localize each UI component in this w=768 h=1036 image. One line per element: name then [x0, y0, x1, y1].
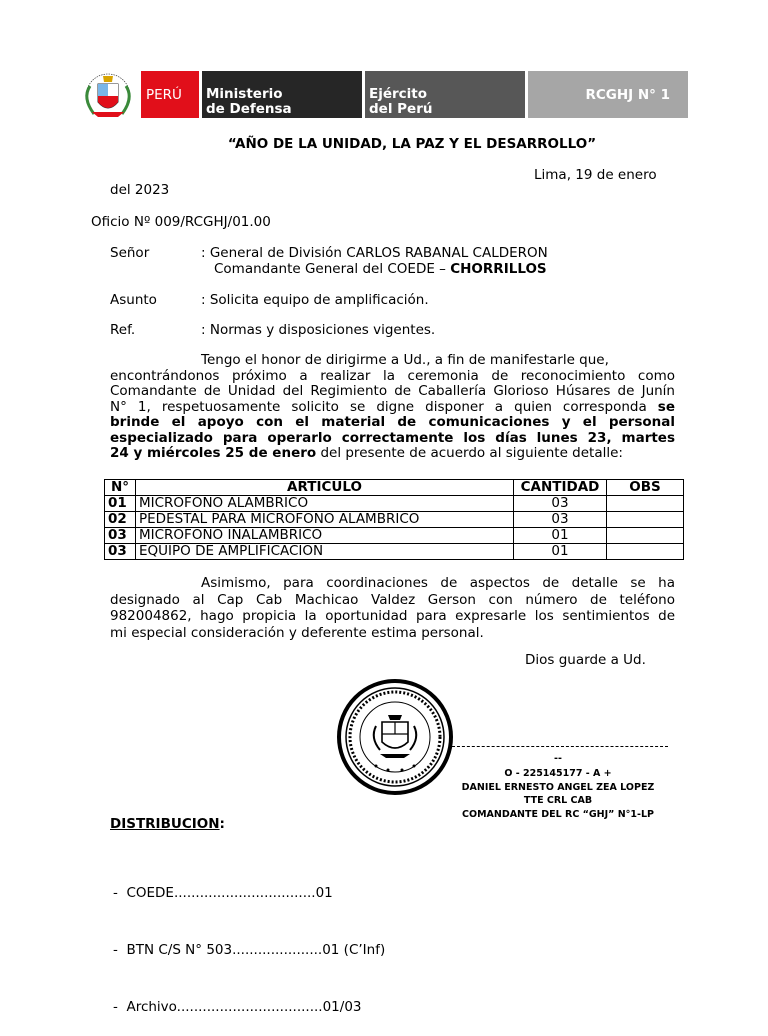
cell-number: 03 [105, 528, 136, 544]
unit-label: RCGHJ N° 1 [585, 87, 670, 103]
cell-obs [607, 496, 684, 512]
distribution-title [110, 816, 225, 832]
p2-line-2: designado al Cap Cab Machicao Valdez Gerson con número de teléfono [110, 591, 675, 608]
year-motto: “AÑO DE LA UNIDAD, LA PAZ Y EL DESARROLLO” [227, 136, 597, 152]
p1-line-4-bold: se [657, 398, 675, 415]
senor-line-2-bold: CHORRILLOS [450, 261, 547, 277]
oficio-number: Oficio Nº 009/RCGHJ/01.00 [91, 214, 271, 230]
peru-coat-of-arms [78, 68, 138, 124]
cell-number: 03 [105, 544, 136, 560]
list-item: - BTN C/S N° 503.....................01 (C’Inf) [113, 942, 386, 958]
cell-obs [607, 512, 684, 528]
signature-rank: TTE CRL CAB [523, 795, 593, 806]
peru-label: PERÚ [146, 87, 182, 103]
table-row [105, 528, 684, 544]
table-row [105, 496, 684, 512]
table-header-row [105, 480, 684, 496]
table-row [105, 544, 684, 560]
col-header-obs: OBS [607, 480, 684, 496]
senor-line-1: : General de División CARLOS RABANAL CALDERON [201, 245, 548, 261]
date-line-2: del 2023 [110, 182, 170, 198]
ref-value: : Normas y disposiciones vigentes. [201, 322, 436, 338]
cell-articulo: EQUIPO DE AMPLIFICACION [136, 544, 514, 560]
signature-role: COMANDANTE DEL RC “GHJ” N°1-LP [462, 808, 654, 820]
signature-name: DANIEL ERNESTO ANGEL ZEA LOPEZ [461, 781, 655, 793]
senor-label: Señor [110, 245, 150, 261]
distribution-title-colon: : [219, 816, 225, 832]
p1-line-5: brinde el apoyo con el material de comunicaciones y el personal [110, 414, 675, 430]
table-row [105, 512, 684, 528]
asunto-value: : Solicita equipo de amplificación. [201, 292, 429, 308]
cell-number: 02 [105, 512, 136, 528]
signature-cip: O - 225145177 - A + [504, 768, 612, 779]
closing-salutation: Dios guarde a Ud. [525, 652, 646, 668]
p1-line-4-text: N° 1, respetuosamente solicito se digne disponer a quien corresponda [110, 398, 658, 415]
p1-line-2: encontrándonos próximo a realizar la ceremonia de reconocimiento como [110, 367, 675, 384]
distribution-title-text: DISTRIBUCION [110, 816, 220, 832]
ref-label: Ref. [110, 322, 136, 338]
senor-line-2-text: Comandante General del COEDE – [214, 261, 451, 277]
p1-line-6: especializado para operarlo correctamente los días lunes 23, martes [110, 429, 675, 446]
senor-line-2 [214, 261, 547, 277]
cell-obs [607, 528, 684, 544]
distribution-list [113, 846, 385, 1036]
header-unit-block [528, 71, 688, 118]
official-seal [336, 678, 454, 796]
p1-line-3: Comandante de Unidad del Regimiento de Caballería Glorioso Húsares de Junín [110, 383, 675, 399]
col-header-number: N° [105, 480, 136, 496]
p1-line-4 [110, 400, 675, 416]
header-peru-block [141, 71, 199, 118]
p2-line-3: 982004862, hago propicia la oportunidad para expresarle los sentimientos de [110, 608, 675, 624]
cell-cantidad: 01 [514, 528, 607, 544]
p2-line-4: mi especial consideración y deferente estima personal. [110, 624, 484, 641]
ministerio-line-1: Ministerio [206, 86, 283, 102]
cell-articulo: PEDESTAL PARA MICROFONO ALAMBRICO [136, 512, 514, 528]
cell-articulo: MICROFONO ALAMBRICO [136, 496, 514, 512]
equipment-table [104, 479, 684, 560]
asunto-label: Asunto [110, 292, 157, 308]
signature-dashes: -- [554, 753, 562, 764]
cell-cantidad: 03 [514, 512, 607, 528]
p2-line-1: Asimismo, para coordinaciones de aspectos de detalle se ha [201, 575, 675, 591]
signature-block [452, 767, 664, 821]
ejercito-line-2: del Perú [369, 101, 433, 117]
paragraph-2 [110, 575, 675, 641]
date-line-1: Lima, 19 de enero [534, 167, 657, 183]
cell-cantidad: 01 [514, 544, 607, 560]
cell-articulo: MICROFONO INALAMBRICO [136, 528, 514, 544]
list-item: - COEDE.................................01 [113, 885, 333, 901]
p1-line-7-text: del presente de acuerdo al siguiente detalle: [316, 445, 623, 461]
p1-line-7-bold: 24 y miércoles 25 de enero [110, 445, 317, 461]
ministerio-line-2: de Defensa [206, 101, 292, 117]
col-header-articulo: ARTICULO [136, 480, 514, 496]
ejercito-line-1: Ejército [369, 86, 428, 102]
paragraph-1 [110, 353, 675, 462]
cell-obs [607, 544, 684, 560]
cell-cantidad: 03 [514, 496, 607, 512]
list-item: - Archivo..................................01/03 [113, 999, 362, 1015]
p1-line-7 [110, 446, 675, 462]
signature-line [452, 746, 668, 747]
header-ministerio-block [202, 71, 362, 118]
header-ejercito-block [365, 71, 525, 118]
col-header-cantidad: CANTIDAD [514, 480, 607, 496]
cell-number: 01 [105, 496, 136, 512]
p1-line-1: Tengo el honor de dirigirme a Ud., a fin de manifestarle que, [201, 352, 609, 368]
